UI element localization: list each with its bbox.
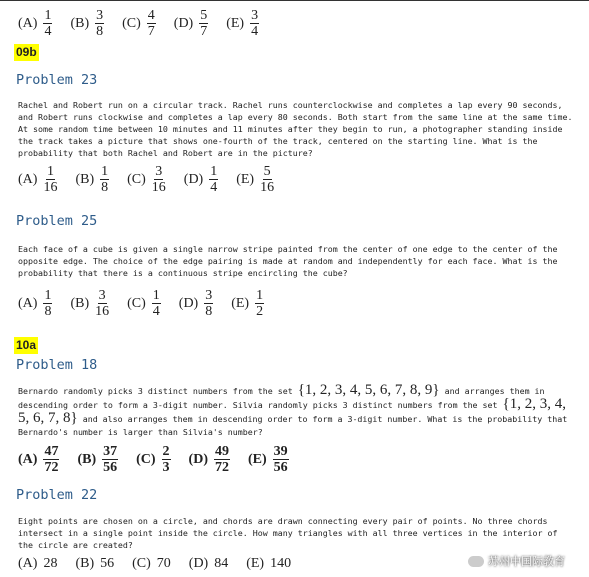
choice: (D) $\frac{3}{8}$: [178, 288, 213, 319]
choice: (C) 70: [132, 556, 171, 571]
top-divider: [0, 0, 589, 1]
answer-choices: [18, 444, 307, 475]
answer-choices: [18, 288, 282, 319]
choice: (E) $\frac{39}{56}$: [247, 444, 288, 475]
problem-title: Problem 22: [16, 487, 98, 503]
watermark: 苏州中国际教育: [468, 553, 565, 569]
choice: (D) $\frac{1}{4}$: [183, 164, 218, 195]
top-choices: [18, 8, 277, 39]
choice: (E) $\frac{5}{16}$: [236, 164, 275, 195]
choice: (E) 140: [246, 556, 292, 571]
choice: (A) $\frac{47}{72}$: [18, 444, 59, 475]
problem-title: Problem 18: [16, 357, 98, 373]
choice: (B) 56: [75, 556, 115, 571]
choice: (A) $\frac{1}{8}$: [18, 288, 52, 319]
choice: (D) $\frac{49}{72}$: [188, 444, 229, 475]
choice: (A) $\frac{1}{16}$: [18, 164, 58, 195]
choice: (C) $\frac{3}{16}$: [127, 164, 166, 195]
number-set: {1, 2, 3, 4, 5, 6, 7, 8}: [18, 396, 566, 426]
answer-choices: [18, 556, 309, 572]
choice: (D) 84: [188, 556, 229, 571]
problem-title: Problem 23: [16, 72, 98, 88]
choice: (A) $\frac{1}{4}$: [18, 8, 52, 39]
choice: (C) $\frac{2}{3}$: [136, 444, 170, 475]
choice: (C) $\frac{1}{4}$: [127, 288, 160, 319]
section-tag-10a: 10a: [16, 338, 37, 352]
problem-text: Bernardo randomly picks 3 distinct numbers from the set {1, 2, 3, 4, 5, 6, 7, 8, 9} and arranges them in descending order to form a 3-digit number. Silvia randomly picks 3 distinct numbers from the set {1, 2, 3, 4, 5, 6, 7, 8} and also arranges them in descending order to form a 3-digit number. What is the probability that Bernardo's number is larger than Silvia's number?: [18, 382, 568, 437]
choice: (E) $\frac{3}{4}$: [226, 8, 259, 39]
problem-text: Rachel and Robert run on a circular track. Rachel runs counterclockwise and completes a lap every 90 seconds, and Robert runs clockwise and completes a lap every 80 seconds. Both start from the same line at the same time. At some random time between 10 minutes and 11 minutes after they begin to run, a photographer standing inside the track takes a picture that shows one-fourth of the track, centered on the starting line. What is the probability that both Rachel and Robert are in the picture?: [18, 100, 573, 158]
problem-text: Each face of a cube is given a single narrow stripe painted from the center of one edge to the center of the opposite edge. The choice of the edge pairing is made at random and independently for each face. What is the probability that there is a continuous stripe encircling the cube?: [18, 244, 558, 278]
problem-text: Eight points are chosen on a circle, and chords are drawn connecting every pair of points. No three chords intersect in a single point inside the circle. How many triangles with all three vertices in the interior of the circle are created?: [18, 516, 558, 550]
section-tag-09b: 09b: [16, 45, 37, 59]
choice: (B) $\frac{3}{16}$: [70, 288, 110, 319]
choice: (A) 28: [18, 556, 58, 571]
wechat-icon: [468, 556, 484, 567]
answer-choices: [18, 164, 292, 195]
choice: (D) $\frac{5}{7}$: [173, 8, 208, 39]
choice: (B) $\frac{1}{8}$: [75, 164, 109, 195]
choice: (E) $\frac{1}{2}$: [231, 288, 264, 319]
choice: (B) $\frac{3}{8}$: [70, 8, 104, 39]
choice: (B) $\frac{37}{56}$: [77, 444, 118, 475]
number-set: {1, 2, 3, 4, 5, 6, 7, 8, 9}: [297, 382, 440, 398]
choice: (C) $\frac{4}{7}$: [122, 8, 155, 39]
problem-title: Problem 25: [16, 213, 98, 229]
